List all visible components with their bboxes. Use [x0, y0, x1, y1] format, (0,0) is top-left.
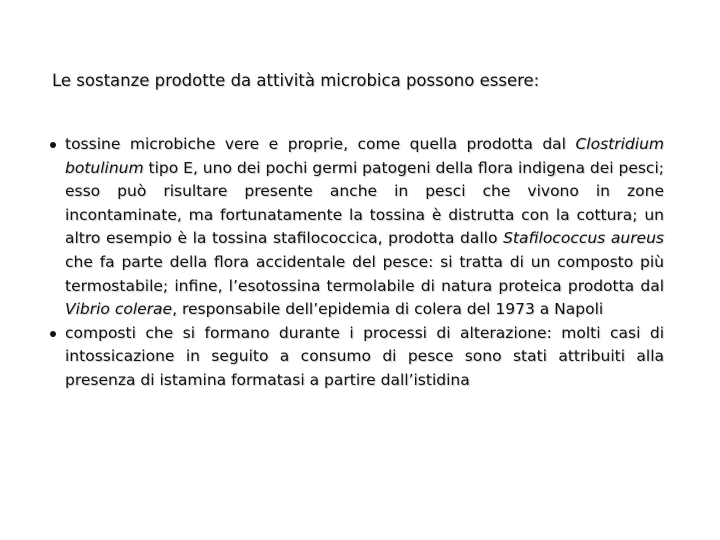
- bullet-segment: , responsabile dell’epidemia di colera del 1973 a Napoli: [172, 300, 604, 319]
- bullet-segment: composti che si formano durante i processi di alterazione: molti casi di intossicazione in seguito a consumo di pesce sono stati attribuiti alla presenza di istamina formatasi a partire dall’istidina: [65, 323, 664, 389]
- bullet-segment-italic: Clostridium botulinum: [65, 135, 664, 177]
- intro-text: Le sostanze prodotte da attività microbica possono essere:: [52, 71, 540, 90]
- bullet-segment: che fa parte della flora accidentale del pesce: si tratta di un composto più termostabile; infine, l’esotossina termolabile di natura proteica prodotta dal: [65, 252, 664, 295]
- bullet-segment: tossine microbiche vere e proprie, come quella prodotta dal: [65, 135, 576, 153]
- bullet-item: [48, 133, 664, 322]
- bullet-dot-icon: [50, 331, 56, 337]
- bullet-text: [65, 322, 664, 393]
- bullet-item: [48, 322, 664, 393]
- bullet-segment: tipo E, uno dei pochi germi patogeni della flora indigena dei pesci; esso può risultare presente anche in pesci che vivono in zone incontaminate, ma fortunatamente la tossina è distrutta con la cottura; un altro esempio è la tossina stafilococcica, prodotta dallo: [65, 158, 664, 248]
- bullet-text: [65, 133, 664, 322]
- bullet-dot-icon: [50, 142, 56, 148]
- bullet-segment-italic: Stafilococcus aureus: [503, 229, 664, 248]
- bullet-list: [48, 133, 664, 393]
- bullet-segment-italic: Vibrio colerae: [65, 300, 173, 319]
